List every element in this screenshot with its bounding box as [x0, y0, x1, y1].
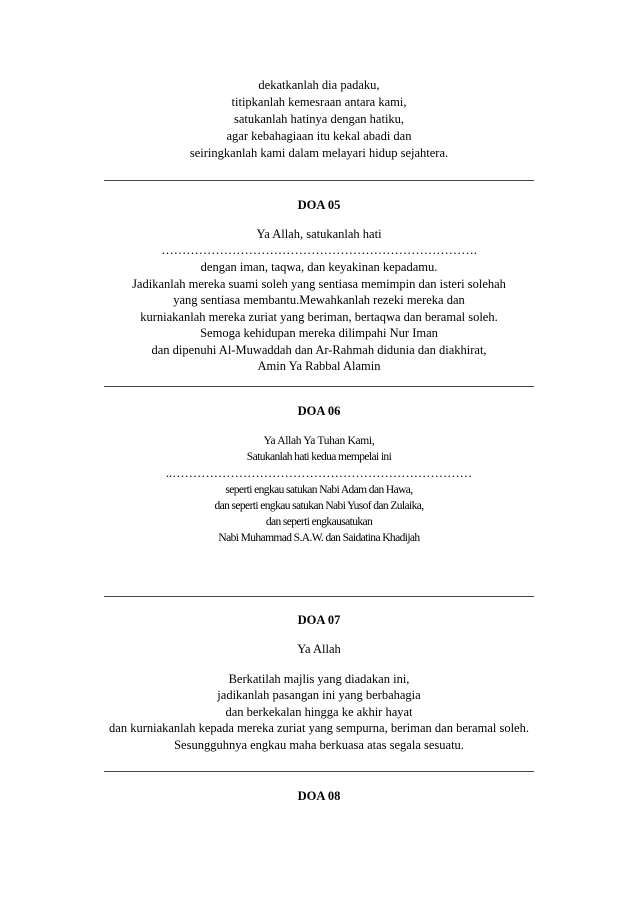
- doa-06-title: DOA 06: [297, 404, 341, 418]
- doa-07-line: dan kurniakanlah kepada mereka zuriat yang sempurna, beriman dan beramal soleh.: [109, 721, 529, 735]
- doa-06-line: Ya Allah Ya Tuhan Kami,: [263, 435, 375, 447]
- intro-line: dekatkanlah dia padaku,: [258, 78, 380, 92]
- doa-07-opening: Ya Allah: [297, 642, 341, 656]
- section-divider: [104, 180, 534, 181]
- doa-05-line: Ya Allah, satukanlah hati: [256, 227, 382, 241]
- doa-07-title: DOA 07: [297, 613, 341, 627]
- doa-06-line: dan seperti engkausatukan: [265, 516, 373, 528]
- intro-line: satukanlah hatinya dengan hatiku,: [233, 112, 405, 126]
- doa-05-line: Semoga kehidupan mereka dilimpahi Nur Iman: [200, 326, 438, 340]
- doa-05-line: ………………………………………………………………….: [161, 243, 477, 257]
- doa-05-line: kurniakanlah mereka zuriat yang beriman, bertaqwa dan beramal soleh.: [140, 310, 498, 324]
- intro-line: seiringkanlah kami dalam melayari hidup sejahtera.: [189, 146, 449, 160]
- section-divider: [104, 596, 534, 597]
- doa-07-line: Berkatilah majlis yang diadakan ini,: [228, 672, 410, 686]
- section-divider: [104, 386, 534, 387]
- doa-05-line: Amin Ya Rabbal Alamin: [257, 359, 381, 373]
- doa-05-title: DOA 05: [297, 198, 341, 212]
- doa-06-line: Nabi Muhammad S.A.W. dan Saidatina Khadijah: [218, 532, 420, 544]
- doa-07-line: jadikanlah pasangan ini yang berbahagia: [217, 688, 421, 702]
- doa-08-title: DOA 08: [297, 789, 341, 803]
- doa-05-line: yang sentiasa membantu.Mewahkanlah rezeki mereka dan: [173, 293, 465, 307]
- intro-line: titipkanlah kemesraan antara kami,: [231, 95, 407, 109]
- doa-07-line: dan berkekalan hingga ke akhir hayat: [225, 705, 413, 719]
- doa-06-line: seperti engkau satukan Nabi Adam dan Hawa,: [225, 484, 413, 496]
- doa-06-line: dan seperti engkau satukan Nabi Yusof dan Zulaika,: [214, 500, 424, 512]
- intro-line: agar kebahagiaan itu kekal abadi dan: [226, 129, 412, 143]
- doa-07-line: Sesungguhnya engkau maha berkuasa atas segala sesuatu.: [174, 738, 464, 752]
- doa-05-line: Jadikanlah mereka suami soleh yang sentiasa memimpin dan isteri solehah: [132, 277, 506, 291]
- doa-06-line: Satukanlah hati kedua mempelai ini: [246, 451, 392, 463]
- doa-06-line: ..………………………………………………………………: [165, 466, 473, 480]
- doa-05-line: dan dipenuhi Al-Muwaddah dan Ar-Rahmah didunia dan diakhirat,: [151, 343, 487, 357]
- section-divider: [104, 771, 534, 772]
- doa-05-line: dengan iman, taqwa, dan keyakinan kepadamu.: [200, 260, 438, 274]
